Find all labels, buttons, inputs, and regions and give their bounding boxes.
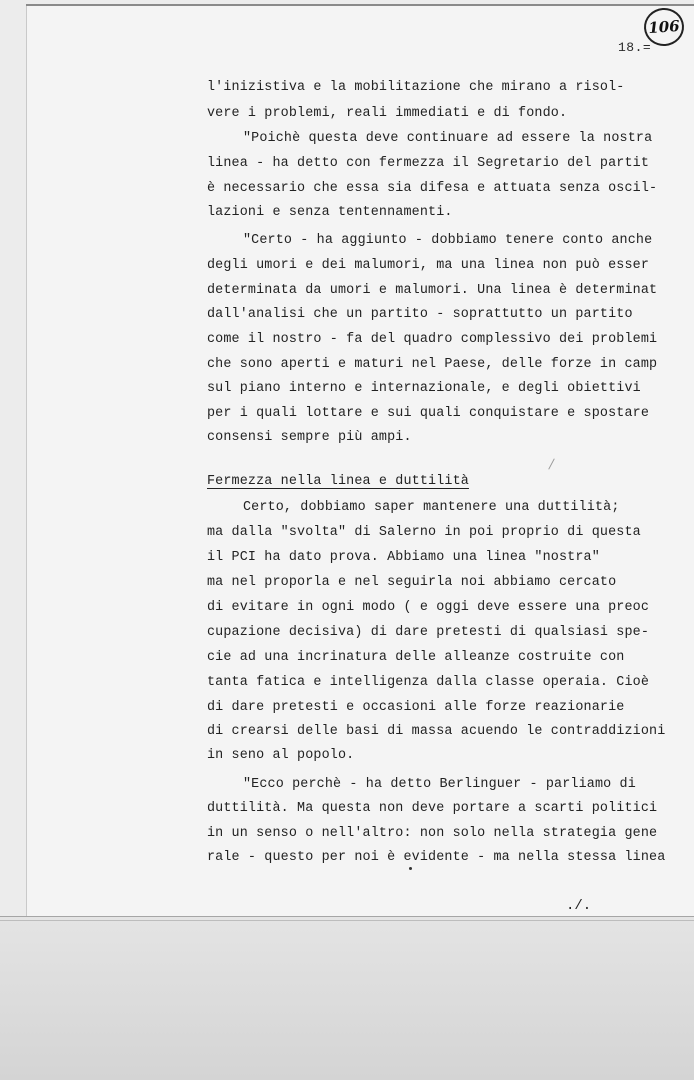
- section-line: tanta fatica e intelligenza dalla classe operaia. Cioè: [207, 675, 650, 690]
- body-line: che sono aperti e maturi nel Paese, delle forze in camp: [207, 357, 658, 372]
- section-line: rale - questo per noi è evidente - ma nella stessa linea: [207, 850, 666, 865]
- ink-speck: [409, 867, 412, 870]
- section-line: ma dalla "svolta" di Salerno in poi proprio di questa: [207, 525, 641, 540]
- section-line: il PCI ha dato prova. Abbiamo una linea "nostra": [207, 550, 600, 565]
- body-line: sul piano interno e internazionale, e degli obiettivi: [207, 381, 641, 396]
- page-number: 18.=: [618, 40, 652, 55]
- section-line: "Ecco perchè - ha detto Berlinguer - parliamo di: [243, 777, 636, 792]
- section-line: cie ad una incrinatura delle alleanze costruite con: [207, 650, 625, 665]
- body-line: linea - ha detto con fermezza il Segretario del partit: [207, 156, 650, 171]
- scanner-background: [0, 916, 694, 1080]
- body-line: per i quali lottare e sui quali conquistare e spostare: [207, 406, 650, 421]
- section-line: di dare pretesti e occasioni alle forze reazionarie: [207, 700, 625, 715]
- section-line: duttilità. Ma questa non deve portare a scarti politici: [207, 801, 658, 816]
- section-line: di evitare in ogni modo ( e oggi deve essere una preoc: [207, 600, 650, 615]
- body-line: è necessario che essa sia difesa e attuata senza oscil-: [207, 181, 658, 196]
- section-line: ma nel proporla e nel seguirla noi abbiamo cercato: [207, 575, 617, 590]
- section-line: di crearsi delle basi di massa acuendo le contraddizioni: [207, 724, 666, 739]
- body-line: degli umori e dei malumori, ma una linea non può esser: [207, 258, 650, 273]
- section-line: in seno al popolo.: [207, 748, 355, 763]
- body-line: vere i problemi, reali immediati e di fondo.: [207, 106, 568, 121]
- sheet-bottom-edge: [0, 920, 694, 921]
- body-line: consensi sempre più ampi.: [207, 430, 412, 445]
- handwritten-folio-number: 106: [643, 7, 686, 48]
- continuation-mark: ./.: [566, 898, 592, 914]
- body-line: "Poichè questa deve continuare ad essere la nostra: [243, 131, 653, 146]
- body-line: dall'analisi che un partito - soprattutto un partito: [207, 307, 633, 322]
- section-line: in un senso o nell'altro: non solo nella strategia gene: [207, 826, 658, 841]
- section-heading: Fermezza nella linea e duttilità: [207, 474, 469, 489]
- body-line: l'inizistiva e la mobilitazione che mirano a risol-: [207, 80, 625, 95]
- body-line: lazioni e senza tentennamenti.: [207, 205, 453, 220]
- section-line: Certo, dobbiamo saper mantenere una duttilità;: [243, 500, 620, 515]
- section-line: cupazione decisiva) di dare pretesti di qualsiasi spe-: [207, 625, 650, 640]
- top-edge-rule: [26, 4, 694, 6]
- body-line: come il nostro - fa del quadro complessivo dei problemi: [207, 332, 658, 347]
- body-line: determinata da umori e malumori. Una linea è determinat: [207, 283, 658, 298]
- body-line: "Certo - ha aggiunto - dobbiamo tenere conto anche: [243, 233, 653, 248]
